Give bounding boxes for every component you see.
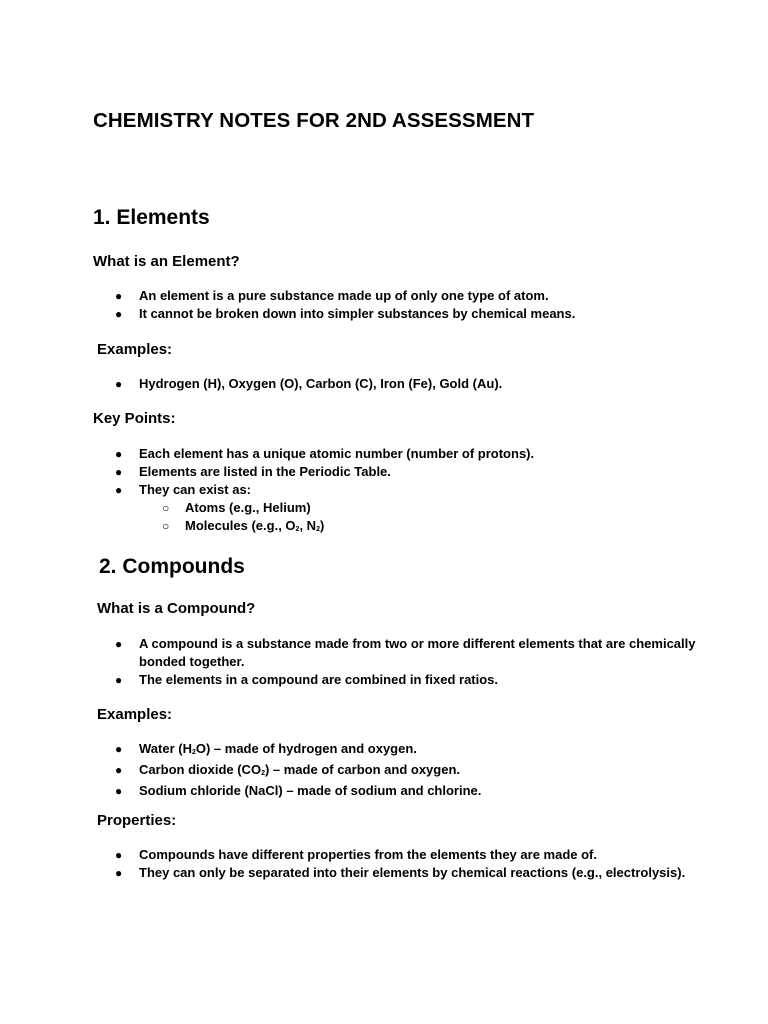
hollow-bullet-icon: ○ xyxy=(162,519,170,533)
list-item: ● Elements are listed in the Periodic Table. xyxy=(115,464,391,479)
bullet-icon: ● xyxy=(115,866,123,880)
list-item: ● The elements in a compound are combined in fixed ratios. xyxy=(115,672,499,687)
subheading-element-examples: Examples: xyxy=(97,341,173,358)
sub-list-item: ○ Molecules (e.g., $O_2$, $N_2$) xyxy=(162,518,325,533)
bullet-icon: ● xyxy=(115,673,123,687)
list-item: ● It cannot be broken down into simpler substances by chemical means. xyxy=(115,306,576,321)
element-definition-list xyxy=(93,287,575,323)
bullet-icon: ● xyxy=(115,483,123,497)
subheading-what-is-compound: What is a Compound? xyxy=(97,600,256,617)
sub-list-item: ○ Atoms (e.g., Helium) xyxy=(162,500,311,515)
bullet-icon: ● xyxy=(115,465,123,479)
bullet-icon: ● xyxy=(115,289,123,303)
bullet-icon: ● xyxy=(115,763,123,777)
properties-list xyxy=(93,846,699,882)
key-points-list xyxy=(93,445,534,538)
list-item: ● Sodium chloride (NaCl) – made of sodium and chlorine. xyxy=(115,783,482,798)
hollow-bullet-icon: ○ xyxy=(162,501,170,515)
list-item: ● They can only be separated into their elements by chemical reactions (e.g., electrolysis). xyxy=(115,865,686,880)
bullet-icon: ● xyxy=(115,784,123,798)
subheading-what-is-element: What is an Element? xyxy=(93,253,240,270)
list-item: ● They can exist as: xyxy=(115,482,251,497)
list-item: ● An element is a pure substance made up of only one type of atom. xyxy=(115,288,549,303)
compound-definition-list xyxy=(93,635,699,689)
list-item: ● Water $(H_2O)$ – made of hydrogen and oxygen. xyxy=(115,741,417,756)
bullet-icon: ● xyxy=(115,742,123,756)
list-item: ● Each element has a unique atomic number (number of protons). xyxy=(115,446,535,461)
subheading-key-points: Key Points: xyxy=(93,410,176,427)
subheading-compound-examples: Examples: xyxy=(97,706,173,723)
section-heading-elements: 1. Elements xyxy=(93,206,210,229)
compound-examples-list xyxy=(93,740,481,800)
bullet-icon: ● xyxy=(115,447,123,461)
bullet-icon: ● xyxy=(115,307,123,321)
section-heading-compounds: 2. Compounds xyxy=(99,555,245,578)
subheading-properties: Properties: xyxy=(97,812,177,829)
list-item: ● Hydrogen (H), Oxygen (O), Carbon (C), Iron (Fe), Gold (Au). xyxy=(115,376,503,391)
bullet-icon: ● xyxy=(115,848,123,862)
list-item: ● Compounds have different properties from the elements they are made of. xyxy=(115,847,597,862)
element-examples-list xyxy=(93,375,502,393)
bullet-icon: ● xyxy=(115,637,123,651)
bullet-icon: ● xyxy=(115,377,123,391)
document-title: CHEMISTRY NOTES FOR 2ND ASSESSMENT xyxy=(93,109,535,132)
list-item: ● Carbon dioxide $(CO_2)$ – made of carbon and oxygen. xyxy=(115,762,461,777)
list-item: ● A compound is a substance made from two or more different elements that are chemically bonded together. xyxy=(115,636,696,669)
